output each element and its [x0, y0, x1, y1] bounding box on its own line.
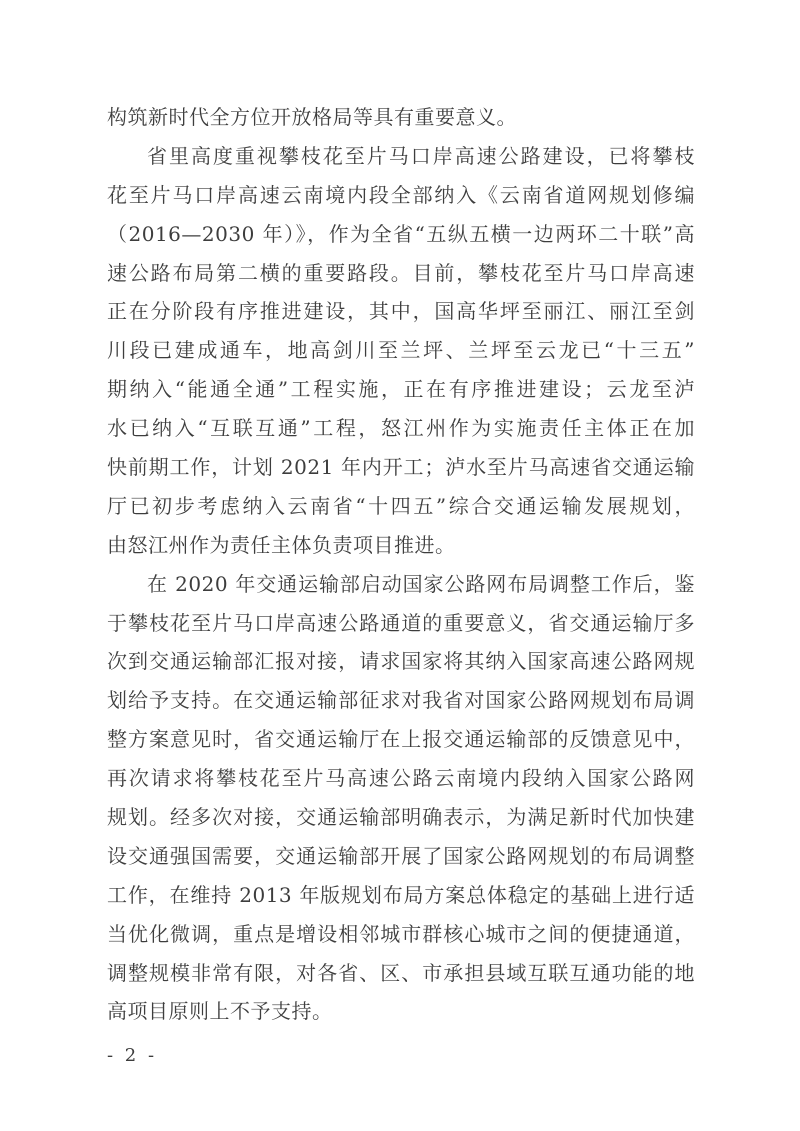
text-line: 正在分阶段有序推进建设，其中，国高华坪至丽江、丽江至剑: [107, 299, 695, 324]
text-line: 当优化微调，重点是增设相邻城市群核心城市之间的便捷通道，: [107, 921, 695, 946]
text-line: 速公路布局第二横的重要路段。目前，攀枝花至片马口岸高速: [107, 260, 695, 285]
text-line: 省里高度重视攀枝花至片马口岸高速公路建设，已将攀枝: [147, 143, 695, 168]
page-number: - 2 -: [107, 1045, 158, 1066]
text-line: 期纳入“能通全通”工程实施，正在有序推进建设；云龙至泸: [107, 377, 695, 402]
text-block: [107, 98, 695, 1031]
text-line: 构筑新时代全方位开放格局等具有重要意义。: [107, 105, 517, 129]
text-line: 厅已初步考虑纳入云南省“十四五”综合交通运输发展规划，: [107, 493, 695, 518]
text-line: 快前期工作，计划 2021 年内开工；泸水至片马高速省交通运输: [107, 455, 695, 480]
text-line: （2016—2030 年）》，作为全省“五纵五横一边两环二十联”高: [107, 221, 695, 246]
text-line: 花至片马口岸高速云南境内段全部纳入《云南省道网规划修编: [107, 182, 695, 207]
text-line: 再次请求将攀枝花至片马高速公路云南境内段纳入国家公路网: [107, 766, 695, 791]
text-line: 于攀枝花至片马口岸高速公路通道的重要意义，省交通运输厅多: [107, 610, 695, 635]
text-line: 高项目原则上不予支持。: [107, 999, 333, 1024]
text-line: 川段已建成通车，地高剑川至兰坪、兰坪至云龙已“十三五”: [107, 338, 695, 363]
text-line: 水已纳入“互联互通”工程，怒江州作为实施责任主体正在加: [107, 416, 695, 441]
text-line: 调整规模非常有限，对各省、区、市承担县域互联互通功能的地: [107, 960, 695, 985]
text-line: 工作，在维持 2013 年版规划布局方案总体稳定的基础上进行适: [107, 882, 695, 907]
text-line: 由怒江州作为责任主体负责项目推进。: [107, 532, 456, 557]
text-line: 规划。经多次对接，交通运输部明确表示，为满足新时代加快建: [107, 805, 695, 830]
text-line: 整方案意见时，省交通运输厅在上报交通运输部的反馈意见中，: [107, 727, 695, 752]
text-line: 划给予支持。在交通运输部征求对我省对国家公路网规划布局调: [107, 688, 695, 713]
text-line: 设交通强国需要，交通运输部开展了国家公路网规划的布局调整: [107, 843, 695, 868]
text-line: 次到交通运输部汇报对接，请求国家将其纳入国家高速公路网规: [107, 649, 695, 674]
text-line: 在 2020 年交通运输部启动国家公路网布局调整工作后，鉴: [147, 571, 695, 596]
